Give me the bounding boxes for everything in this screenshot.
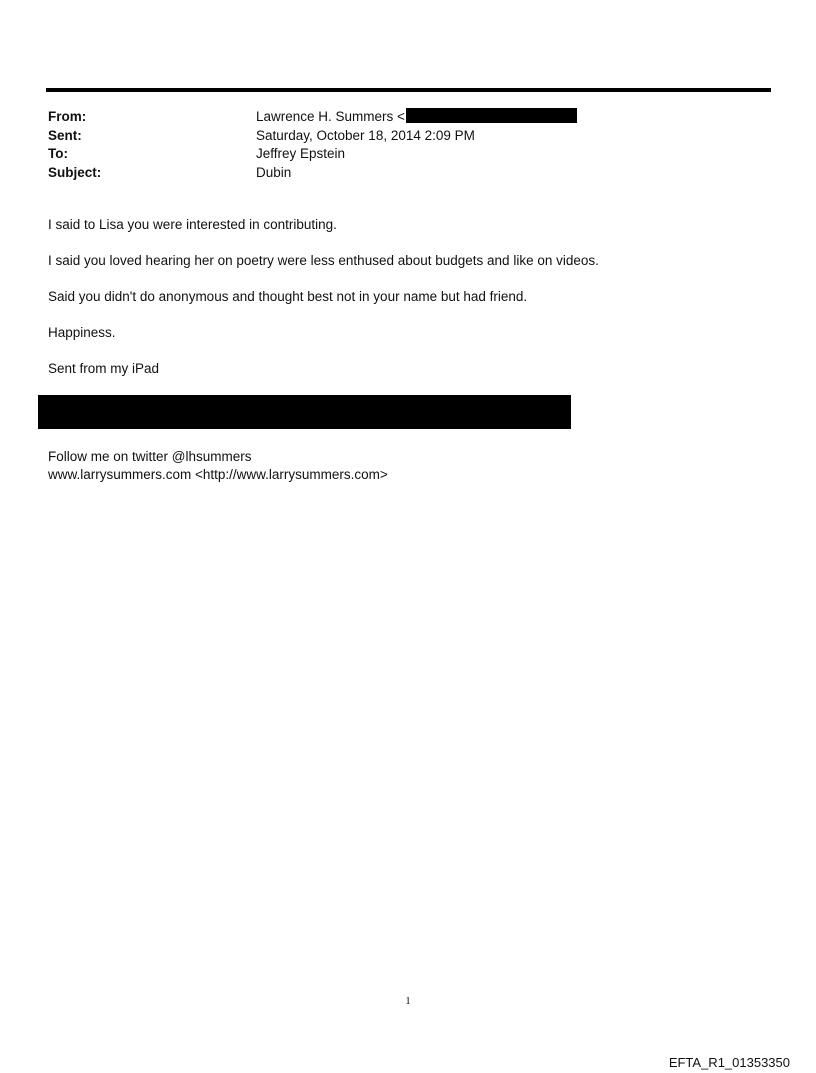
sent-label: Sent:	[48, 127, 82, 143]
sent-row	[48, 127, 748, 146]
twitter-line: Follow me on twitter @lhsummers	[48, 449, 252, 464]
document-id: EFTA_R1_01353350	[668, 1055, 790, 1070]
from-row	[48, 108, 748, 127]
email-header	[48, 108, 748, 182]
to-value: Jeffrey Epstein	[256, 146, 346, 161]
body-paragraph: I said you loved hearing her on poetry were less enthused about budgets and like on videos.	[48, 253, 599, 268]
subject-label: Subject:	[48, 164, 102, 180]
to-row	[48, 145, 748, 164]
body-paragraph: I said to Lisa you were interested in contributing.	[48, 217, 337, 232]
header-rule	[46, 88, 771, 92]
email-footer	[48, 448, 388, 484]
sent-value: Saturday, October 18, 2014 2:09 PM	[256, 127, 475, 143]
from-value	[256, 108, 577, 127]
email-body	[48, 216, 768, 396]
body-paragraph: Said you didn't do anonymous and thought best not in your name but had friend.	[48, 289, 528, 304]
redacted-email-address	[406, 108, 577, 123]
website-line: www.larrysummers.com <http://www.larrysummers.com>	[48, 467, 388, 482]
from-name: Lawrence H. Summers <	[256, 109, 405, 124]
body-paragraph: Happiness.	[48, 325, 116, 340]
to-label: To:	[48, 146, 68, 161]
from-label: From:	[48, 109, 87, 124]
page-number: 1	[405, 995, 411, 1007]
redaction-bar	[38, 395, 571, 429]
subject-value: Dubin	[256, 164, 292, 180]
subject-row	[48, 164, 748, 183]
signature-line: Sent from my iPad	[48, 361, 160, 376]
